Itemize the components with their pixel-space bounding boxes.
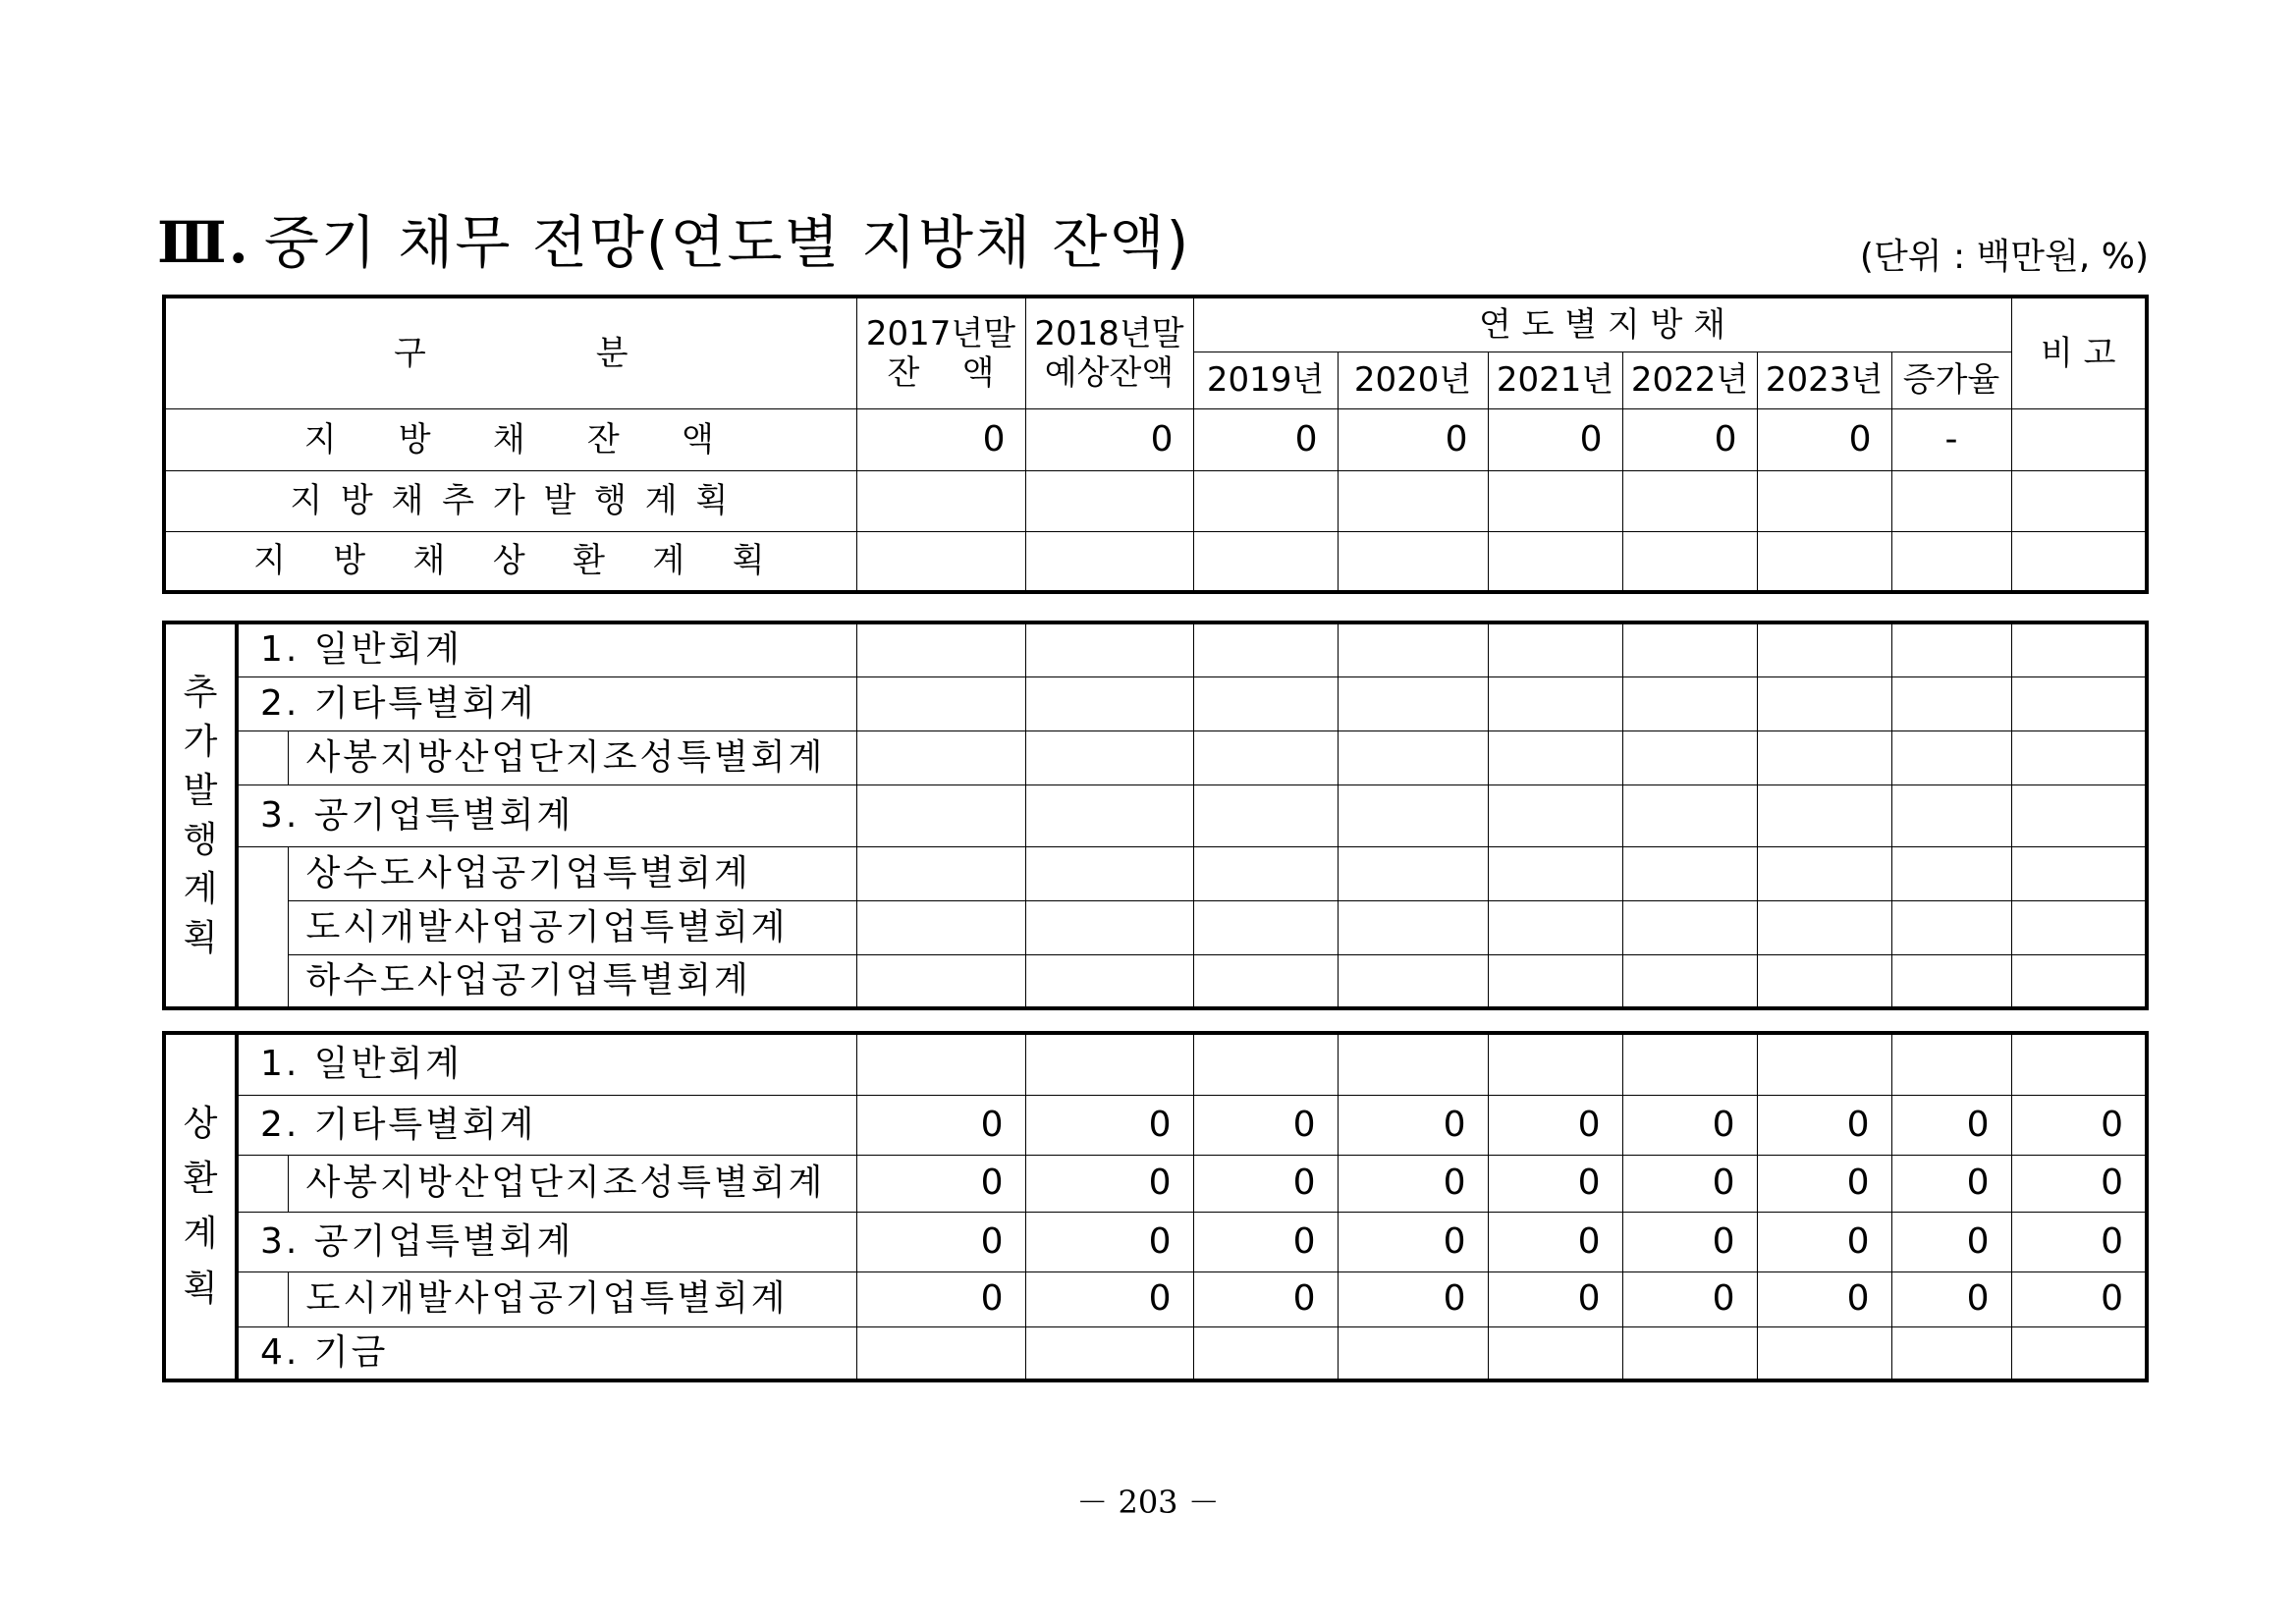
cell [856, 531, 1025, 592]
table-row [164, 622, 2147, 676]
cell: 0 [856, 1212, 1025, 1271]
cell: 0 [1488, 1212, 1622, 1271]
cell: 0 [1338, 1271, 1488, 1326]
cell: 0 [1193, 1095, 1338, 1155]
cell: 0 [1025, 1095, 1193, 1155]
cell [2011, 531, 2147, 592]
cell [1338, 531, 1488, 592]
table-row [164, 1271, 2147, 1326]
cell: 0 [1025, 1271, 1193, 1326]
header-2017-line2: 잔 액 [887, 352, 995, 393]
row-label: 3. 공기업특별회계 [237, 784, 856, 846]
row-label: 4. 기금 [237, 1326, 856, 1380]
cell [1891, 531, 2011, 592]
issuance-side-label: 추 가 발 행 계 획 [164, 622, 237, 1008]
table-row [164, 470, 2147, 531]
cell [1193, 531, 1338, 592]
header-2018-line2: 예상잔액 [1044, 352, 1175, 393]
cell: 0 [1891, 1271, 2011, 1326]
cell: 0 [1488, 1271, 1622, 1326]
cell [1757, 1033, 1891, 1095]
header-year-2021: 2021년 [1488, 352, 1622, 408]
repayment-plan-table [162, 1031, 2149, 1382]
section-number: Ⅲ. [157, 209, 250, 276]
cell [1338, 1033, 1488, 1095]
cell: 0 [2011, 1271, 2147, 1326]
summary-table [162, 295, 2149, 594]
cell [856, 470, 1025, 531]
cell [1193, 1326, 1338, 1380]
header-year-2022: 2022년 [1622, 352, 1757, 408]
cell [1757, 531, 1891, 592]
cell [1891, 1033, 2011, 1095]
cell: 0 [1891, 1212, 2011, 1271]
header-year-2020: 2020년 [1338, 352, 1488, 408]
row-label: 상수도사업공기업특별회계 [288, 846, 856, 900]
cell: 0 [1488, 1155, 1622, 1212]
cell: 0 [1193, 1155, 1338, 1212]
row-label: 지 방 채 상 환 계 획 [164, 531, 856, 592]
cell: 0 [1622, 408, 1757, 470]
cell: 0 [856, 1155, 1025, 1212]
cell [1757, 1326, 1891, 1380]
cell [1025, 1033, 1193, 1095]
cell: 0 [856, 408, 1025, 470]
page-title [157, 208, 1190, 277]
row-label: 2. 기타특별회계 [237, 1095, 856, 1155]
table-row [164, 1095, 2147, 1155]
section-title: 중기 채무 전망(연도별 지방채 잔액) [263, 209, 1191, 276]
table-row [164, 531, 2147, 592]
cell: 0 [1193, 408, 1338, 470]
row-label: 1. 일반회계 [237, 622, 856, 676]
cell: 0 [1757, 408, 1891, 470]
cell: 0 [1757, 1271, 1891, 1326]
cell [1757, 470, 1891, 531]
row-label: 사봉지방산업단지조성특별회계 [288, 730, 856, 784]
cell: 0 [1488, 408, 1622, 470]
cell [2011, 470, 2147, 531]
header-remarks: 비 고 [2011, 297, 2147, 408]
table-row [164, 1155, 2147, 1212]
cell: 0 [856, 1095, 1025, 1155]
cell: 0 [1193, 1212, 1338, 1271]
cell: 0 [1338, 408, 1488, 470]
header-2018 [1025, 297, 1193, 408]
cell [1488, 1326, 1622, 1380]
cell: 0 [1622, 1155, 1757, 1212]
cell: 0 [2011, 1212, 2147, 1271]
cell [1622, 1033, 1757, 1095]
table-row [164, 900, 2147, 954]
cell [1488, 470, 1622, 531]
cell [1338, 1326, 1488, 1380]
cell: 0 [1757, 1155, 1891, 1212]
header-2018-line1: 2018년말 [1034, 313, 1184, 353]
repayment-side-label: 상 환 계 획 [164, 1033, 237, 1380]
cell [1622, 470, 1757, 531]
cell [1025, 1326, 1193, 1380]
cell: 0 [1757, 1095, 1891, 1155]
cell: 0 [856, 1271, 1025, 1326]
cell: - [1891, 408, 2011, 470]
cell: 0 [1193, 1271, 1338, 1326]
header-year-2019: 2019년 [1193, 352, 1338, 408]
cell [1488, 1033, 1622, 1095]
cell [1622, 531, 1757, 592]
issuance-plan-table [162, 621, 2149, 1010]
cell: 0 [1025, 408, 1193, 470]
table-row [164, 846, 2147, 900]
cell: 0 [1891, 1095, 2011, 1155]
header-2017 [856, 297, 1025, 408]
cell [1025, 531, 1193, 592]
row-label: 하수도사업공기업특별회계 [288, 954, 856, 1008]
cell: 0 [1338, 1095, 1488, 1155]
cell [1488, 531, 1622, 592]
cell [856, 1326, 1025, 1380]
cell: 0 [1025, 1212, 1193, 1271]
row-label: 지 방 채 추 가 발 행 계 획 [164, 470, 856, 531]
table-row [164, 730, 2147, 784]
row-label: 2. 기타특별회계 [237, 676, 856, 730]
header-2017-line1: 2017년말 [865, 313, 1016, 353]
header-growth: 증가율 [1891, 352, 2011, 408]
cell: 0 [1488, 1095, 1622, 1155]
cell: 0 [1622, 1271, 1757, 1326]
unit-note: (단위 : 백만원, %) [1859, 237, 2149, 277]
cell: 0 [1891, 1155, 2011, 1212]
cell [1193, 470, 1338, 531]
row-label: 3. 공기업특별회계 [237, 1212, 856, 1271]
header-yearly-group: 연 도 별 지 방 채 [1193, 297, 2011, 352]
table-row [164, 1326, 2147, 1380]
table-row [164, 954, 2147, 1008]
header-category: 구 분 [164, 297, 856, 408]
cell [1193, 1033, 1338, 1095]
row-label: 지 방 채 잔 액 [164, 408, 856, 470]
cell [2011, 1033, 2147, 1095]
table-row [164, 676, 2147, 730]
row-label: 1. 일반회계 [237, 1033, 856, 1095]
row-label: 도시개발사업공기업특별회계 [288, 900, 856, 954]
table-row [164, 784, 2147, 846]
cell: 0 [2011, 1095, 2147, 1155]
cell [2011, 1326, 2147, 1380]
cell [1338, 470, 1488, 531]
row-label: 도시개발사업공기업특별회계 [288, 1271, 856, 1326]
cell: 0 [2011, 1155, 2147, 1212]
cell: 0 [1025, 1155, 1193, 1212]
cell: 0 [1622, 1095, 1757, 1155]
cell [856, 1033, 1025, 1095]
table-row [164, 408, 2147, 470]
cell [1622, 1326, 1757, 1380]
table-row [164, 1033, 2147, 1095]
cell [1025, 470, 1193, 531]
table-row [164, 1212, 2147, 1271]
cell [1891, 470, 2011, 531]
page-number: － 203 － [1076, 1484, 1220, 1521]
cell: 0 [1338, 1212, 1488, 1271]
cell: 0 [1757, 1212, 1891, 1271]
cell [1891, 1326, 2011, 1380]
header-year-2023: 2023년 [1757, 352, 1891, 408]
cell: 0 [1622, 1212, 1757, 1271]
cell: 0 [1338, 1155, 1488, 1212]
row-label: 사봉지방산업단지조성특별회계 [288, 1155, 856, 1212]
cell [2011, 408, 2147, 470]
